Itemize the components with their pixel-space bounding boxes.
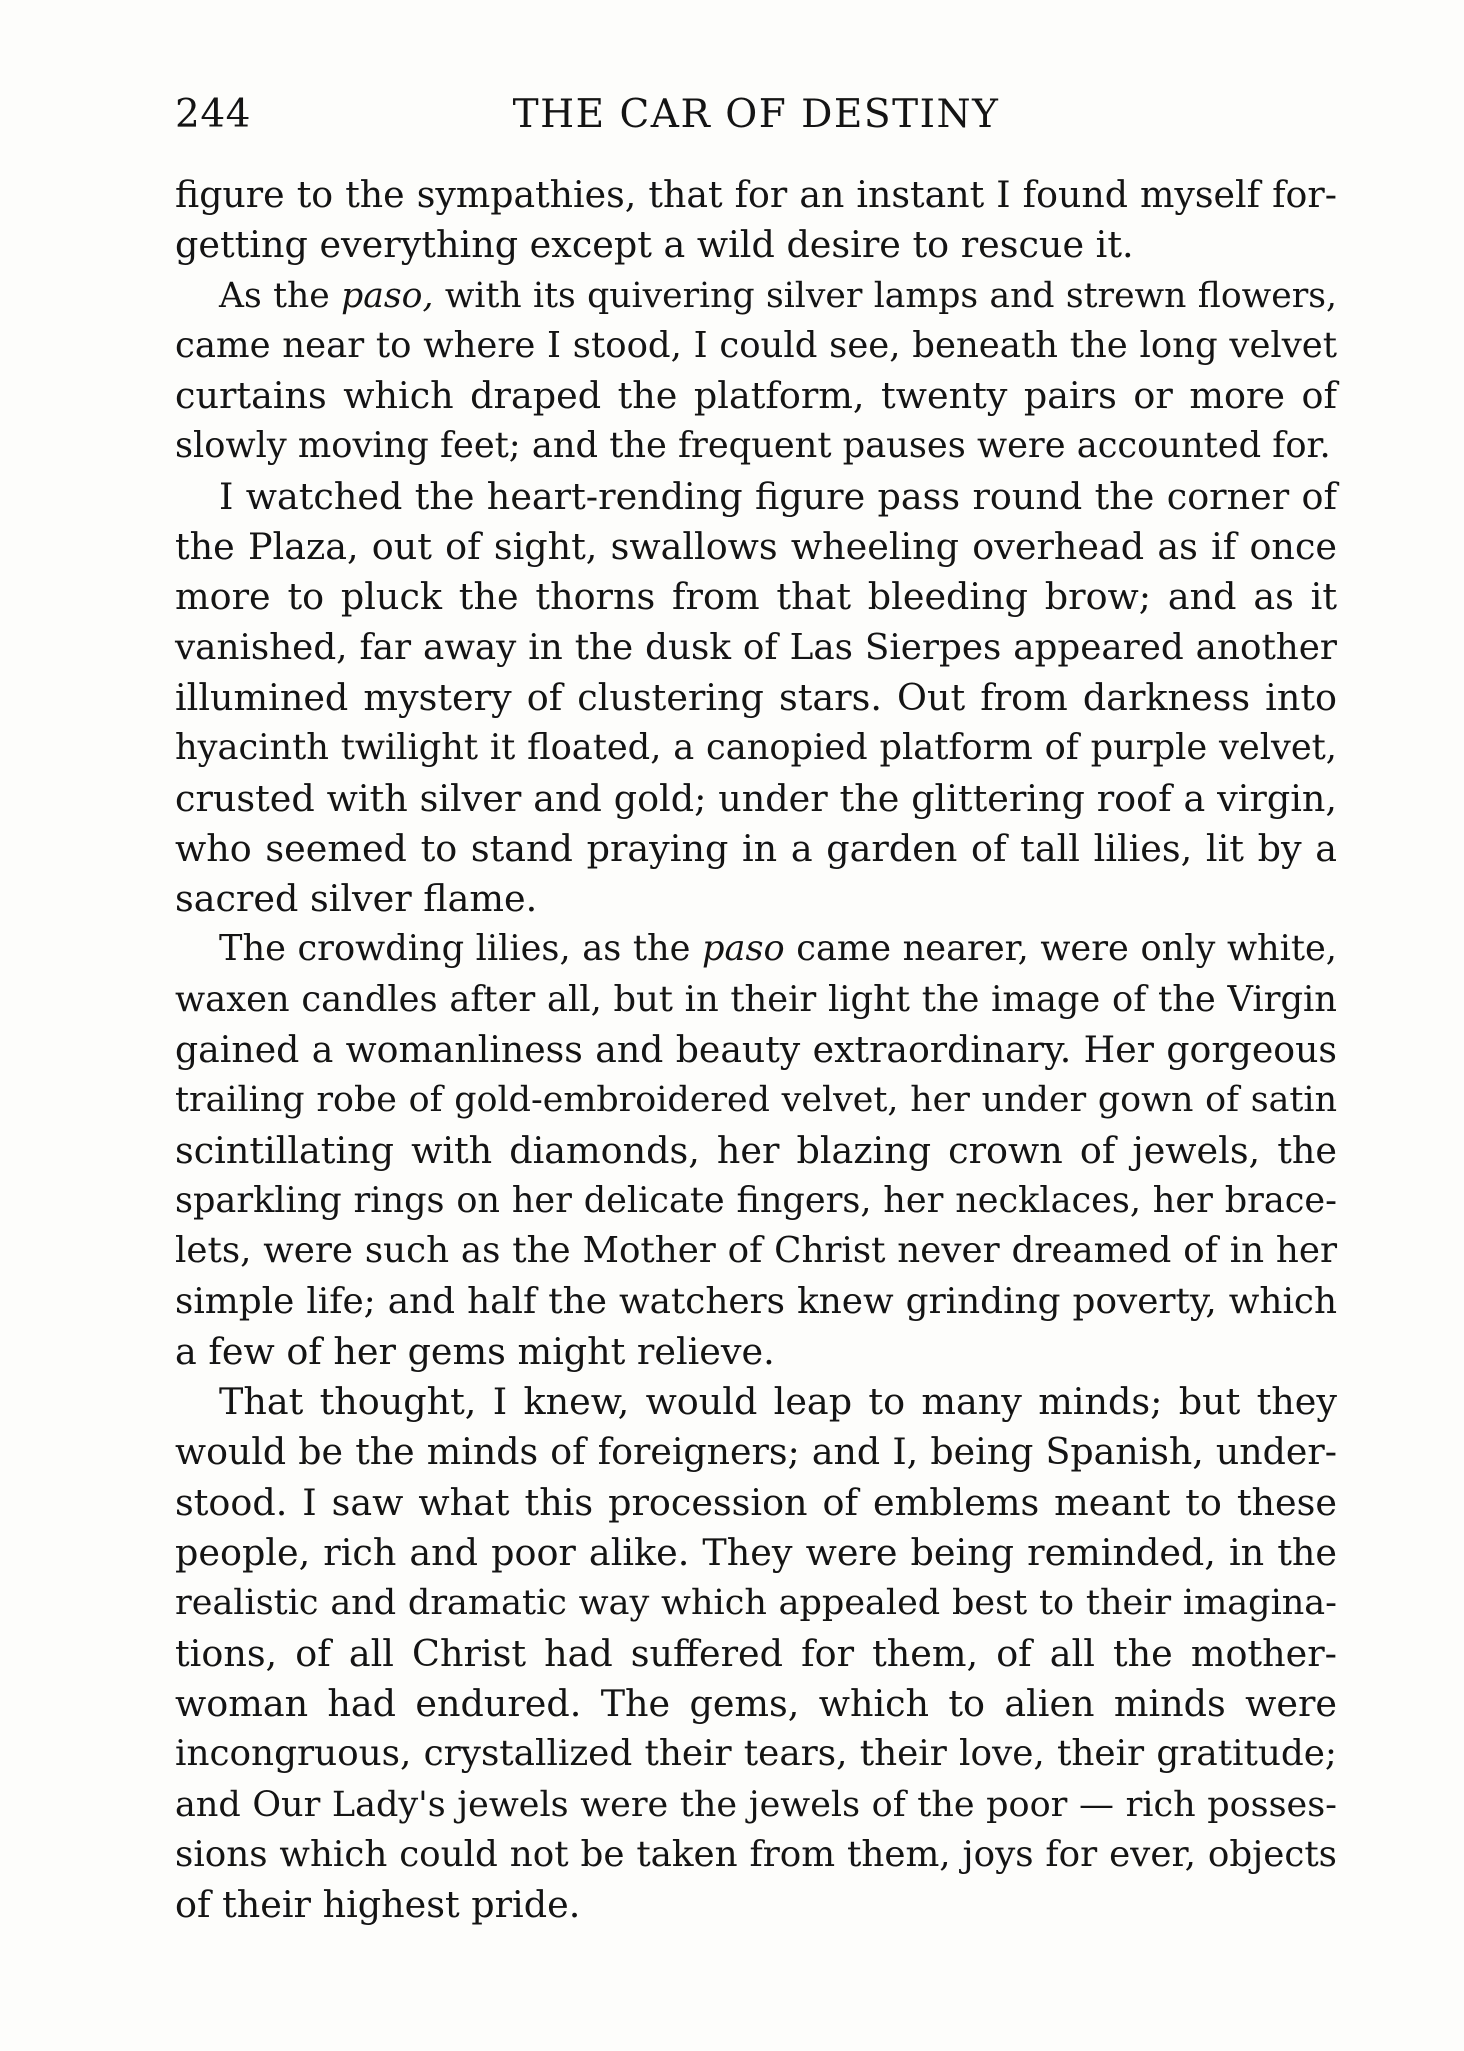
text-line: waxen candles after all, but in their light the image of the Virgin (175, 978, 1337, 1020)
page-number: 244 (175, 92, 251, 137)
text-line: and Our Lady's jewels were the jewels of the poor — rich posses- (175, 1784, 1337, 1825)
text-line: crusted with silver and gold; under the glittering roof a virgin, (175, 776, 1337, 820)
text-line: sions which could not be taken from them, joys for ever, objects (175, 1833, 1337, 1875)
text-line: sacred silver flame. (175, 877, 538, 921)
text-line: who seemed to stand praying in a garden of tall lilies, lit by a (175, 826, 1337, 870)
italic-word: paso (702, 928, 785, 970)
text-line: scintillating with diamonds, her blazing crown of jewels, the (175, 1128, 1337, 1172)
text-line: getting everything except a wild desire to rescue it. (175, 223, 1134, 267)
text-line: woman had endured. The gems, which to alien minds were (175, 1681, 1337, 1725)
text-line: realistic and dramatic way which appealed best to their imagina- (175, 1583, 1337, 1624)
text-line: people, rich and poor alike. They were being reminded, in the (175, 1531, 1337, 1575)
text-line: stood. I saw what this procession of emblems meant to these (175, 1480, 1337, 1524)
text-line (175, 271, 1337, 321)
text-line: of their highest pride. (175, 1883, 581, 1927)
text-segment: came nearer, were only white, (784, 928, 1337, 970)
text-line: sparkling rings on her delicate fingers, her necklaces, her brace- (175, 1179, 1337, 1221)
running-title: THE CAR OF DESTINY (512, 92, 1000, 137)
text-line: the Plaza, out of sight, swallows wheeling overhead as if once (175, 525, 1337, 569)
text-line: would be the minds of foreigners; and I, being Spanish, under- (175, 1430, 1337, 1474)
text-line: figure to the sympathies, that for an instant I found myself for- (175, 173, 1337, 216)
text-line: came near to where I stood, I could see, beneath the long velvet (175, 324, 1337, 366)
text-line: more to pluck the thorns from that bleeding brow; and as it (175, 575, 1337, 619)
text-line: slowly moving feet; and the frequent pauses were accounted for. (175, 425, 1331, 467)
body-text (175, 170, 1337, 1930)
text-line: illumined mystery of clustering stars. Out from darkness into (175, 675, 1337, 719)
page-header (175, 92, 1337, 152)
text-segment: The crowding lilies, as the (219, 928, 703, 970)
text-line: incongruous, crystallized their tears, their love, their gratitude; (175, 1733, 1337, 1775)
text-line: I watched the heart-rending figure pass round the corner of (219, 474, 1337, 518)
italic-word: paso, (341, 275, 434, 316)
text-line: lets, were such as the Mother of Christ never dreamed of in her (175, 1230, 1337, 1272)
text-line: hyacinth twilight it floated, a canopied platform of purple velvet, (175, 727, 1337, 769)
text-line: tions, of all Christ had suffered for them, of all the mother- (175, 1631, 1337, 1675)
text-line: gained a womanliness and beauty extraordinary. Her gorgeous (175, 1028, 1337, 1072)
text-line: trailing robe of gold-embroidered velvet, her under gown of satin (175, 1080, 1337, 1121)
text-line: simple life; and half the watchers knew grinding poverty, which (175, 1280, 1337, 1322)
text-segment: As the (219, 275, 342, 316)
text-line: vanished, far away in the dusk of Las Sierpes appeared another (175, 626, 1337, 668)
text-line (175, 924, 1337, 974)
text-line: a few of her gems might relieve. (175, 1329, 775, 1373)
text-line: curtains which draped the platform, twenty pairs or more of (175, 374, 1337, 418)
text-segment: with its quivering silver lamps and strewn flowers, (433, 275, 1337, 316)
text-line: That thought, I knew, would leap to many minds; but they (219, 1380, 1337, 1424)
